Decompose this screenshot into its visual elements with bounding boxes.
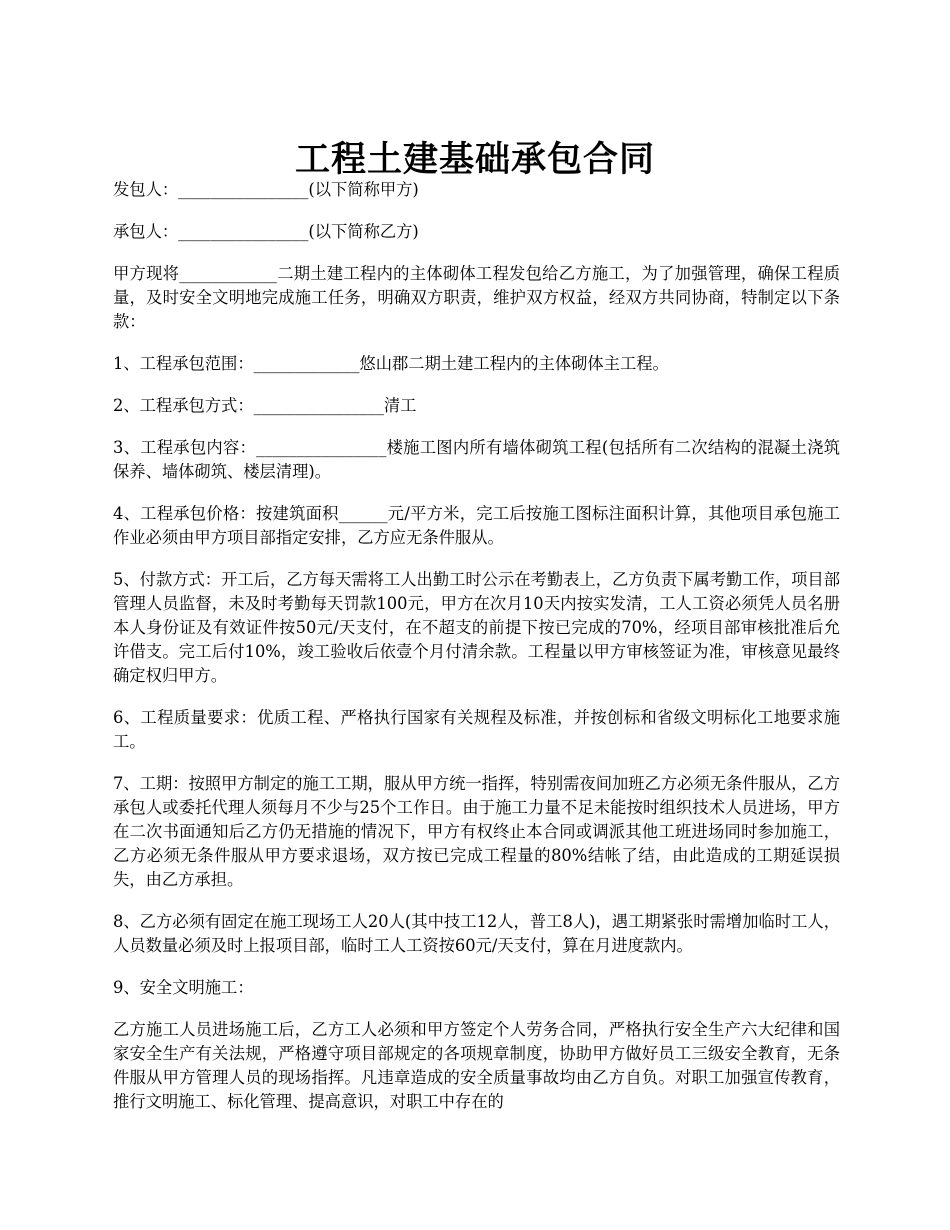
clause-1-scope: 1、工程承包范围：_____________悠山郡二期土建工程内的主体砌体主工程。 bbox=[113, 354, 669, 373]
clause-9-safety-text: 乙方施工人员进场施工后，乙方工人必须和甲方签定个人劳务合同，严格执行安全生产六大纪律和国家安全生产有关法规，严格遵守项目部规定的各项规章制度，协助甲方做好员工三级安全教育，无条件服从甲方管理人员的现场指挥。凡违章造成的安全质量事故均由乙方自负。对职工加强宣传教育，推行文明施工、标化管理、提高意识，对职工中存在的 bbox=[113, 1020, 840, 1111]
clause-5-payment: 5、付款方式：开工后，乙方每天需将工人出勤工时公示在考勤表上，乙方负责下属考勤工作，项目部管理人员监督，未及时考勤每天罚款100元，甲方在次月10天内按实发清，工人工资必须凭人员名册本人身份证及有效证件按50元/天支付，在不超支的前提下按已完成的70%，经项目部审核批准后允许借支。完工后付10%，竣工验收后依壹个月付清余款。工程量以甲方审核签证为准，审核意见最终确定权归甲方。 bbox=[113, 570, 840, 685]
party-b-line: 承包人：________________(以下简称乙方) bbox=[113, 222, 419, 241]
clause-3-content: 3、工程承包内容：________________楼施工图内所有墙体砌筑工程(包括所有二次结构的混凝土浇筑保养、墙体砌筑、楼层清理)。 bbox=[113, 438, 840, 481]
preamble-paragraph: 甲方现将____________二期土建工程内的主体砌体工程发包给乙方施工，为了加强管理，确保工程质量，及时安全文明地完成施工任务，明确双方职责，维护双方权益，经双方共同协商，特制定以下条款： bbox=[113, 264, 840, 331]
clause-9-heading: 9、安全文明施工： bbox=[113, 978, 254, 997]
clause-6-quality: 6、工程质量要求：优质工程、严格执行国家有关规程及标准，并按创标和省级文明标化工地要求施工。 bbox=[113, 708, 840, 751]
document-title: 工程土建基础承包合同 bbox=[294, 139, 655, 181]
clause-8-workers: 8、乙方必须有固定在施工现场工人20人(其中技工12人，普工8人)，遇工期紧张时需增加临时工人，人员数量必须及时上报项目部，临时工人工资按60元/天支付，算在月进度款内。 bbox=[113, 912, 840, 955]
clause-4-price: 4、工程承包价格：按建筑面积______元/平方米，完工后按施工图标注面积计算，其他项目承包施工作业必须由甲方项目部指定安排，乙方应无条件服从。 bbox=[113, 504, 840, 547]
party-a-line: 发包人：________________(以下简称甲方) bbox=[113, 180, 419, 199]
document-body bbox=[113, 178, 840, 1132]
clause-7-schedule: 7、工期：按照甲方制定的施工工期，服从甲方统一指挥，特别需夜间加班乙方必须无条件服从，乙方承包人或委托代理人须每月不少与25个工作日。由于施工力量不足未能按时组织技术人员进场，甲方在二次书面通知后乙方仍无措施的情况下，甲方有权终止本合同或调派其他工班进场同时参加施工，乙方必须无条件服从甲方要求退场，双方按已完成工程量的80%结帐了结，由此造成的工期延误损失，由乙方承担。 bbox=[113, 774, 840, 889]
clause-2-method: 2、工程承包方式：________________清工 bbox=[113, 396, 417, 415]
